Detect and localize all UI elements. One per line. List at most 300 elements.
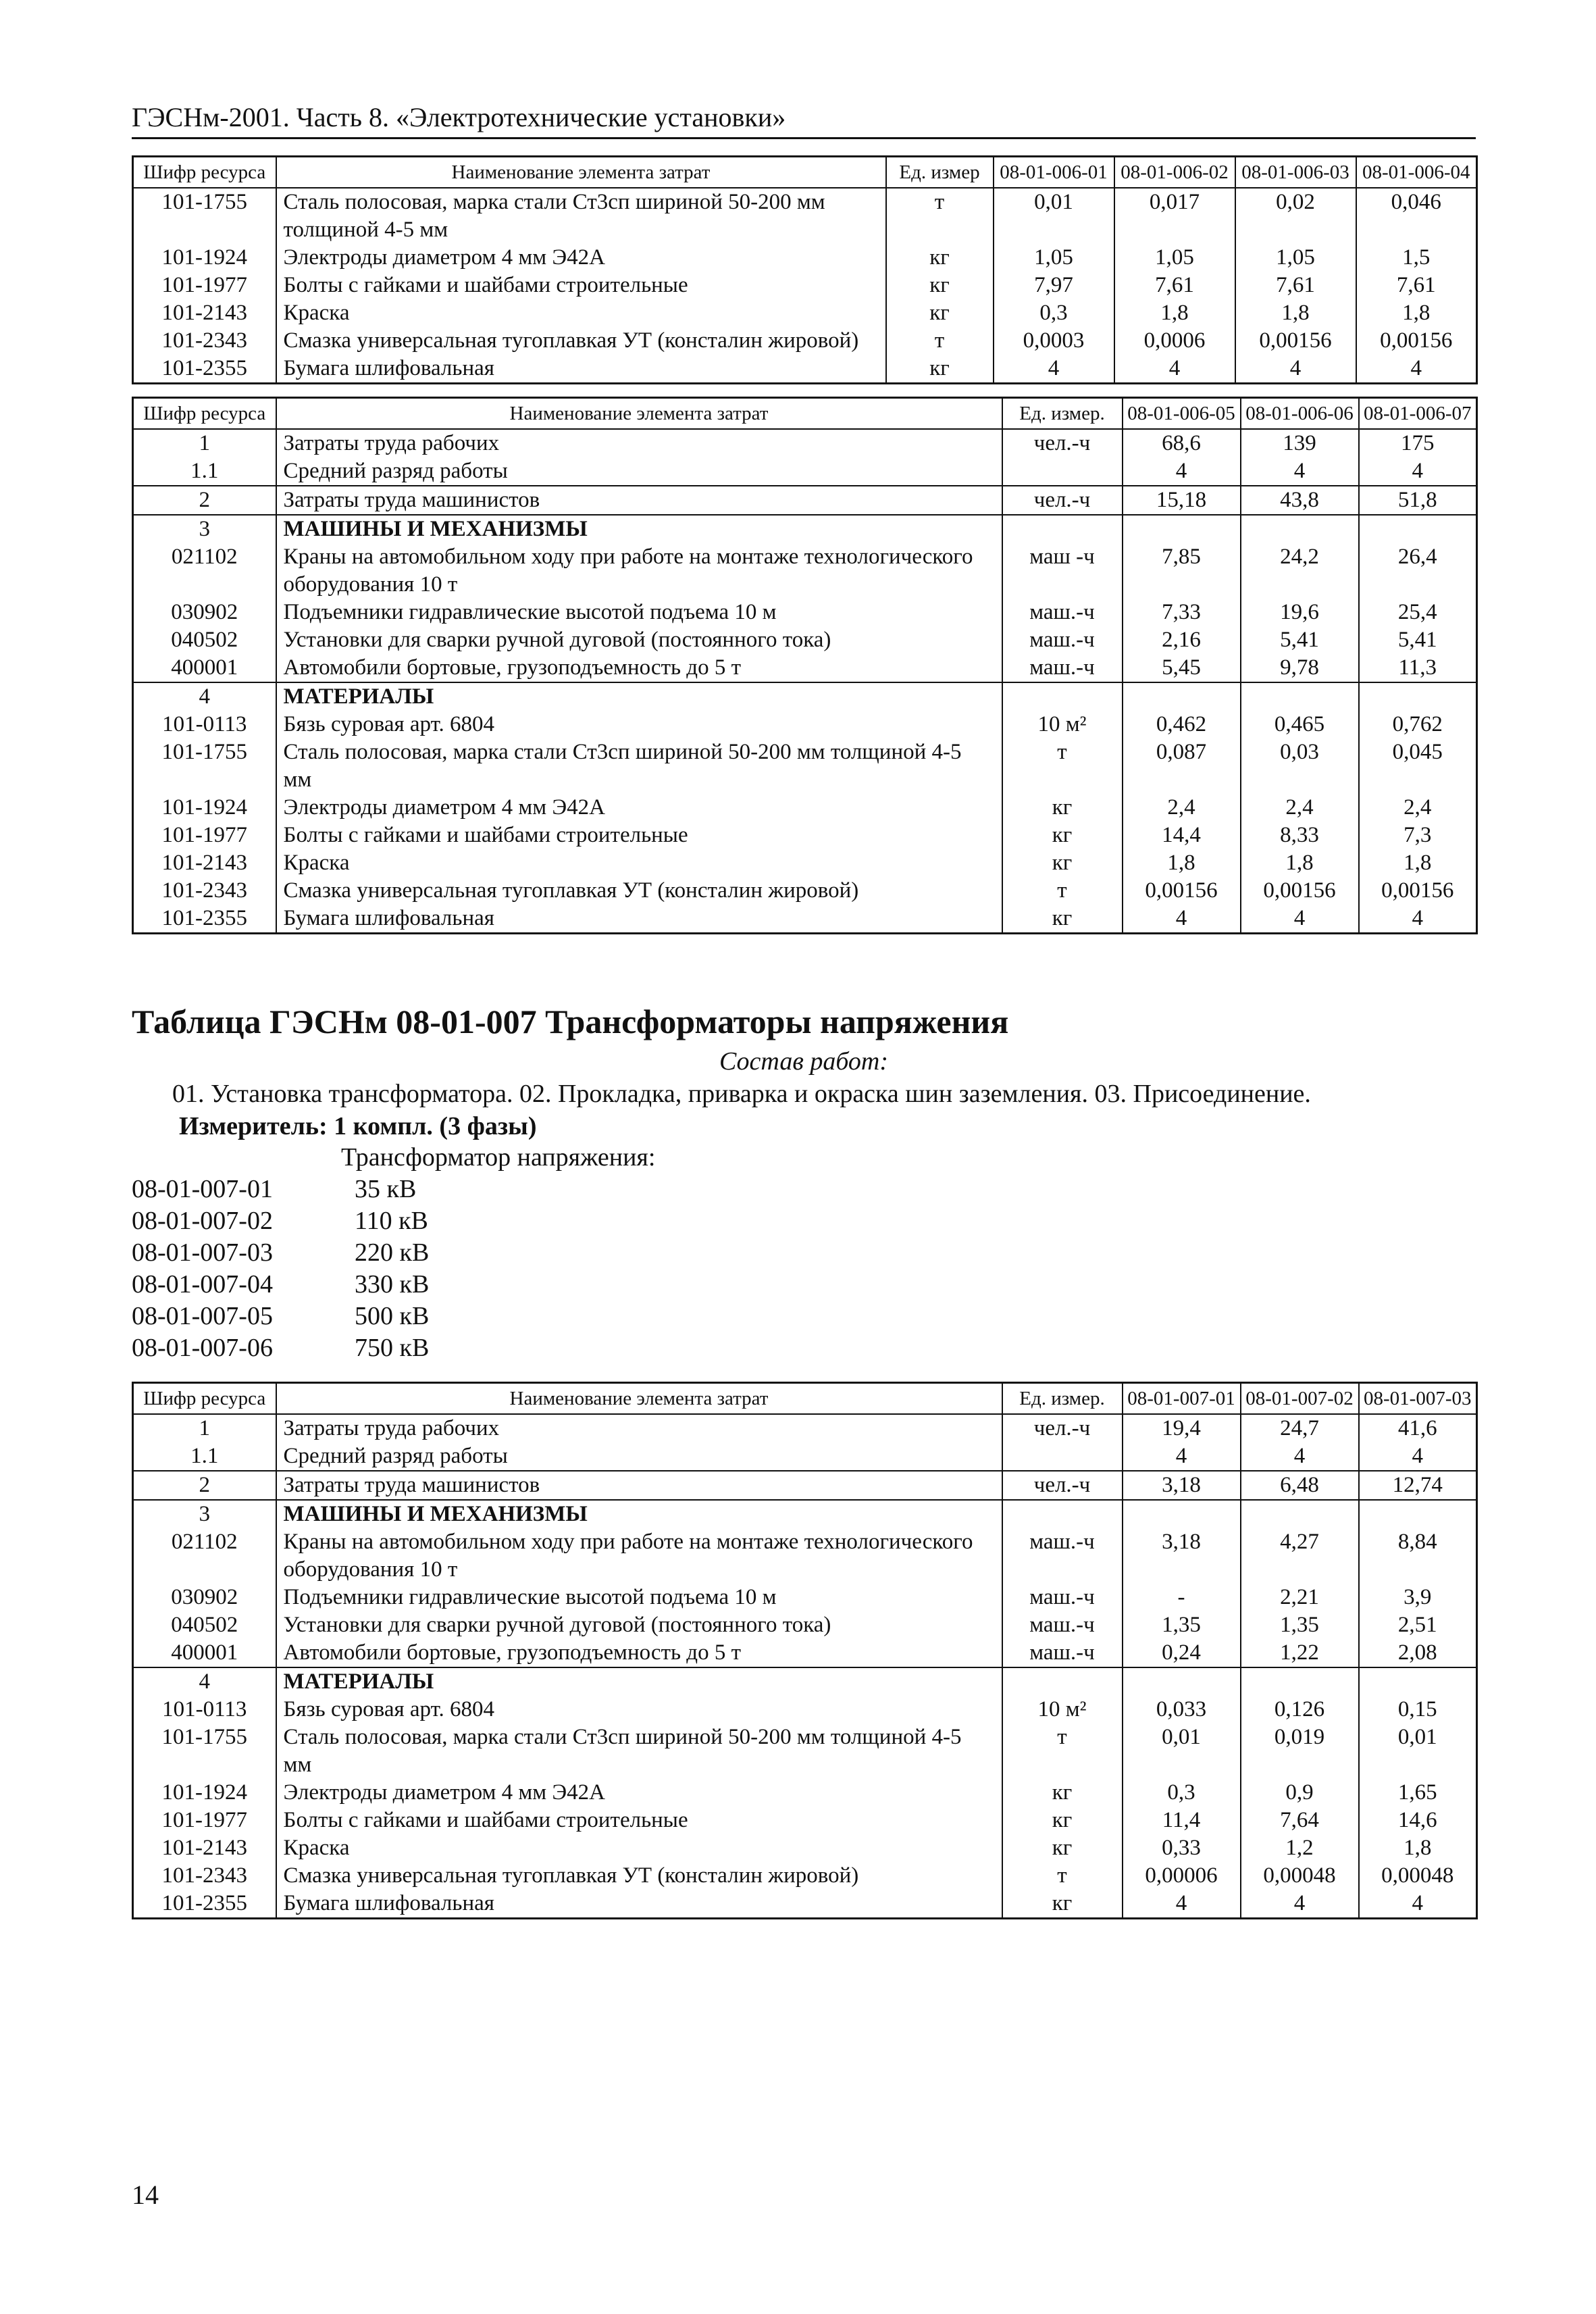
cost-element-name: Краска [276,299,886,327]
value-cell: 4 [1359,1890,1477,1919]
value-cell: 2,08 [1359,1639,1477,1667]
value-cell: 0,00156 [1356,327,1477,355]
value-cell: 0,087 [1123,738,1241,794]
unit-cell: кг [1002,1834,1123,1862]
composition-text: 01. Установка трансформатора. 02. Прокладка, приварка и окраска шин заземления. 03. Присоединение. [172,1080,1311,1108]
header-unit: Ед. измер [886,157,994,188]
value-cell: 41,6 [1359,1414,1477,1442]
table-row [133,1528,1477,1584]
unit-cell: кг [1002,1779,1123,1807]
value-cell: - [1123,1584,1241,1611]
value-cell: 2,51 [1359,1611,1477,1639]
unit-cell: маш.-ч [1002,1639,1123,1667]
resource-code: 101-1924 [133,244,276,272]
table-row [133,1611,1477,1639]
variant-label: 330 кВ [355,1270,430,1299]
table-row [133,1724,1477,1779]
value-cell: 26,4 [1359,543,1477,599]
table-row [133,822,1477,849]
cost-element-name: Бязь суровая арт. 6804 [276,711,1002,738]
unit-cell: кг [1002,1807,1123,1834]
unit-cell: чел.-ч [1002,429,1123,457]
value-cell: 4 [1359,1442,1477,1471]
table-row [133,1696,1477,1724]
variant-item [132,1332,1476,1364]
table-row [133,1890,1477,1919]
value-cell: 1,35 [1241,1611,1359,1639]
value-cell: 4 [994,355,1114,384]
value-cell: 8,33 [1241,822,1359,849]
value-cell: 2,4 [1241,794,1359,822]
value-cell: 1,8 [1359,1834,1477,1862]
value-cell: 25,4 [1359,599,1477,626]
value-cell: 1,8 [1114,299,1235,327]
value-cell: 3,18 [1123,1471,1241,1500]
header-variant-2: 08-01-007-02 [1241,1383,1359,1415]
unit-cell: маш.-ч [1002,1584,1123,1611]
value-cell: 19,6 [1241,599,1359,626]
value-cell: 0,0003 [994,327,1114,355]
cost-element-name: МАТЕРИАЛЫ [276,682,1002,711]
table-row [133,849,1477,877]
table-row [133,188,1477,244]
value-cell: 0,00048 [1359,1862,1477,1890]
unit-cell [1002,682,1123,711]
value-cell: 7,61 [1356,272,1477,299]
table-row [133,355,1477,384]
value-cell [1241,1500,1359,1528]
value-cell: 139 [1241,429,1359,457]
value-cell: 24,7 [1241,1414,1359,1442]
cost-element-name: Средний разряд работы [276,1442,1002,1471]
resource-table-007-01-03 [132,1382,1478,1919]
resource-code: 021102 [133,1528,276,1584]
table-row [133,1584,1477,1611]
header-variant-2: 08-01-006-06 [1241,398,1359,430]
resource-code: 101-2143 [133,1834,276,1862]
value-cell: 6,48 [1241,1471,1359,1500]
cost-element-name: Затраты труда машинистов [276,1471,1002,1500]
cost-element-name: Болты с гайками и шайбами строительные [276,1807,1002,1834]
cost-element-name: Краны на автомобильном ходу при работе на монтаже технологического оборудования 10 т [276,1528,1002,1584]
value-cell: 7,61 [1114,272,1235,299]
resource-code: 2 [133,486,276,515]
resource-code: 040502 [133,626,276,654]
table-row [133,1779,1477,1807]
unit-cell: 10 м² [1002,1696,1123,1724]
cost-element-name: Краска [276,1834,1002,1862]
table-row [133,626,1477,654]
value-cell: 15,18 [1123,486,1241,515]
value-cell: 0,019 [1241,1724,1359,1779]
value-cell: 24,2 [1241,543,1359,599]
value-cell: 2,21 [1241,1584,1359,1611]
header-unit: Ед. измер. [1002,398,1123,430]
value-cell: 1,8 [1356,299,1477,327]
value-cell: 51,8 [1359,486,1477,515]
variant-label: 110 кВ [355,1207,428,1235]
unit-cell [1002,1500,1123,1528]
header-variant-1: 08-01-006-05 [1123,398,1241,430]
variant-code: 08-01-007-04 [132,1270,273,1299]
table-row [133,1667,1477,1696]
composition-title: Состав работ: [719,1047,889,1076]
value-cell [1123,515,1241,543]
cost-element-name: Сталь полосовая, марка стали Ст3сп шириной 50-200 мм толщиной 4-5 мм [276,738,1002,794]
variant-label: 500 кВ [355,1302,430,1330]
value-cell: 0,3 [1123,1779,1241,1807]
variant-item [132,1237,1476,1269]
unit-cell: т [1002,738,1123,794]
header-name: Наименование элемента затрат [276,157,886,188]
unit-cell: 10 м² [1002,711,1123,738]
resource-code: 101-2355 [133,355,276,384]
value-cell: 175 [1359,429,1477,457]
unit-cell: кг [1002,849,1123,877]
header-variant-4: 08-01-006-04 [1356,157,1477,188]
value-cell: 4 [1241,457,1359,486]
value-cell: 7,97 [994,272,1114,299]
unit-cell: маш.-ч [1002,1611,1123,1639]
resource-code: 040502 [133,1611,276,1639]
value-cell: 0,046 [1356,188,1477,244]
resource-table-006-01-04 [132,155,1478,384]
cost-element-name: Краны на автомобильном ходу при работе на монтаже технологического оборудования 10 т [276,543,1002,599]
header-variant-2: 08-01-006-02 [1114,157,1235,188]
table-row [133,1414,1477,1442]
cost-element-name: Болты с гайками и шайбами строительные [276,272,886,299]
value-cell: 43,8 [1241,486,1359,515]
table-row [133,877,1477,905]
value-cell: 3,9 [1359,1584,1477,1611]
table-row [133,711,1477,738]
cost-element-name: Затраты труда машинистов [276,486,1002,515]
unit-cell: кг [1002,794,1123,822]
unit-cell: маш.-ч [1002,1528,1123,1584]
value-cell: 4 [1356,355,1477,384]
cost-element-name: Смазка универсальная тугоплавкая УТ (консталин жировой) [276,877,1002,905]
cost-element-name: МАШИНЫ И МЕХАНИЗМЫ [276,1500,1002,1528]
cost-element-name: Подъемники гидравлические высотой подъема 10 м [276,1584,1002,1611]
header-variant-3: 08-01-006-07 [1359,398,1477,430]
value-cell: 4 [1114,355,1235,384]
cost-element-name: Затраты труда рабочих [276,1414,1002,1442]
value-cell [1241,515,1359,543]
value-cell [1241,1667,1359,1696]
unit-cell: кг [886,299,994,327]
table-row [133,1807,1477,1834]
table-row [133,327,1477,355]
value-cell: 68,6 [1123,429,1241,457]
unit-cell: т [886,327,994,355]
value-cell: 0,00156 [1123,877,1241,905]
resource-code: 101-2143 [133,299,276,327]
resource-code: 2 [133,1471,276,1500]
cost-element-name: Краска [276,849,1002,877]
value-cell: 2,16 [1123,626,1241,654]
meter-label: Измеритель: 1 компл. (3 фазы) [179,1112,537,1140]
value-cell: 5,45 [1123,654,1241,682]
unit-cell: кг [886,244,994,272]
value-cell: 4 [1123,905,1241,934]
value-cell: 14,4 [1123,822,1241,849]
table-header-row [133,398,1477,430]
value-cell: 0,126 [1241,1696,1359,1724]
value-cell: 11,4 [1123,1807,1241,1834]
cost-element-name: Болты с гайками и шайбами строительные [276,822,1002,849]
table-row [133,905,1477,934]
resource-table-006-05-07 [132,397,1478,934]
cost-element-name: Средний разряд работы [276,457,1002,486]
value-cell [1359,1667,1477,1696]
resource-code: 101-1924 [133,794,276,822]
value-cell: 14,6 [1359,1807,1477,1834]
table-row [133,244,1477,272]
value-cell: 5,41 [1359,626,1477,654]
resource-code: 101-2343 [133,1862,276,1890]
unit-cell: маш.-ч [1002,654,1123,682]
unit-cell: чел.-ч [1002,1414,1123,1442]
cost-element-name: Установки для сварки ручной дуговой (постоянного тока) [276,1611,1002,1639]
value-cell: 4,27 [1241,1528,1359,1584]
value-cell: 19,4 [1123,1414,1241,1442]
resource-code: 1 [133,429,276,457]
value-cell: 1,35 [1123,1611,1241,1639]
table-row [133,599,1477,626]
table-row [133,1862,1477,1890]
variant-code: 08-01-007-01 [132,1175,273,1203]
table-row [133,682,1477,711]
resource-code: 101-1755 [133,738,276,794]
resource-code: 101-0113 [133,711,276,738]
resource-code: 101-2343 [133,327,276,355]
resource-code: 021102 [133,543,276,599]
unit-cell: кг [886,355,994,384]
value-cell: 0,01 [994,188,1114,244]
table-header-row [133,157,1477,188]
value-cell: 0,02 [1235,188,1356,244]
value-cell: 4 [1123,1890,1241,1919]
resource-code: 101-2143 [133,849,276,877]
variants-title: Трансформатор напряжения: [341,1143,656,1172]
cost-element-name: МАТЕРИАЛЫ [276,1667,1002,1696]
value-cell: 1,5 [1356,244,1477,272]
cost-element-name: Сталь полосовая, марка стали Ст3сп шириной 50-200 мм толщиной 4-5 мм [276,188,886,244]
resource-code: 101-2355 [133,905,276,934]
value-cell [1123,1500,1241,1528]
table-row [133,738,1477,794]
table-row [133,1639,1477,1667]
cost-element-name: Бумага шлифовальная [276,905,1002,934]
value-cell: 4 [1241,1890,1359,1919]
value-cell: 7,61 [1235,272,1356,299]
unit-cell: маш.-ч [1002,626,1123,654]
value-cell: 11,3 [1359,654,1477,682]
resource-code: 4 [133,1667,276,1696]
variant-item [132,1269,1476,1301]
table-row [133,486,1477,515]
table-row [133,457,1477,486]
unit-cell: кг [1002,822,1123,849]
variant-item [132,1205,1476,1237]
resource-code: 101-2343 [133,877,276,905]
cost-element-name: Сталь полосовая, марка стали Ст3сп шириной 50-200 мм толщиной 4-5 мм [276,1724,1002,1779]
value-cell: 1,22 [1241,1639,1359,1667]
value-cell [1359,682,1477,711]
table-header-row [133,1383,1477,1415]
value-cell: 7,3 [1359,822,1477,849]
header-variant-1: 08-01-006-01 [994,157,1114,188]
header-variant-3: 08-01-006-03 [1235,157,1356,188]
resource-code: 101-1977 [133,1807,276,1834]
variants-list [132,1174,1476,1364]
cost-element-name: Электроды диаметром 4 мм Э42А [276,794,1002,822]
table-row [133,794,1477,822]
value-cell: 0,017 [1114,188,1235,244]
resource-code: 1 [133,1414,276,1442]
value-cell: 0,0006 [1114,327,1235,355]
unit-cell: кг [1002,1890,1123,1919]
value-cell: 7,64 [1241,1807,1359,1834]
value-cell: 0,462 [1123,711,1241,738]
cost-element-name: Электроды диаметром 4 мм Э42А [276,1779,1002,1807]
cost-element-name: Бумага шлифовальная [276,355,886,384]
table-row [133,299,1477,327]
variant-code: 08-01-007-06 [132,1334,273,1362]
unit-cell [1002,515,1123,543]
value-cell: 4 [1359,905,1477,934]
resource-code: 1.1 [133,457,276,486]
unit-cell: маш.-ч [1002,599,1123,626]
cost-element-name: Затраты труда рабочих [276,429,1002,457]
header-code: Шифр ресурса [133,157,276,188]
header-unit: Ед. измер. [1002,1383,1123,1415]
value-cell: 2,4 [1359,794,1477,822]
unit-cell [1002,1442,1123,1471]
value-cell: 5,41 [1241,626,1359,654]
value-cell: 0,762 [1359,711,1477,738]
value-cell: 1,8 [1359,849,1477,877]
table-row [133,1471,1477,1500]
value-cell: 2,4 [1123,794,1241,822]
resource-code: 101-1977 [133,822,276,849]
resource-code: 4 [133,682,276,711]
table-title: Таблица ГЭСНм 08-01-007 Трансформаторы напряжения [132,1003,1009,1040]
resource-code: 101-1755 [133,1724,276,1779]
cost-element-name: Автомобили бортовые, грузоподъемность до 5 т [276,1639,1002,1667]
unit-cell: т [1002,1862,1123,1890]
value-cell: 7,85 [1123,543,1241,599]
value-cell: 0,01 [1123,1724,1241,1779]
variant-code: 08-01-007-03 [132,1238,273,1267]
value-cell: 1,05 [994,244,1114,272]
value-cell: 7,33 [1123,599,1241,626]
variant-code: 08-01-007-05 [132,1302,273,1330]
unit-cell: кг [886,272,994,299]
resource-code: 3 [133,1500,276,1528]
cost-element-name: МАШИНЫ И МЕХАНИЗМЫ [276,515,1002,543]
resource-code: 101-1977 [133,272,276,299]
resource-code: 400001 [133,654,276,682]
value-cell: 0,00156 [1241,877,1359,905]
unit-cell: т [886,188,994,244]
header-variant-1: 08-01-007-01 [1123,1383,1241,1415]
value-cell [1359,1500,1477,1528]
table-row [133,272,1477,299]
value-cell: 3,18 [1123,1528,1241,1584]
table-row [133,515,1477,543]
cost-element-name: Бязь суровая арт. 6804 [276,1696,1002,1724]
cost-element-name: Автомобили бортовые, грузоподъемность до 5 т [276,654,1002,682]
table-row [133,654,1477,682]
table-row [133,1834,1477,1862]
table-row [133,1500,1477,1528]
unit-cell [1002,457,1123,486]
value-cell: 0,01 [1359,1724,1477,1779]
unit-cell: чел.-ч [1002,1471,1123,1500]
resource-code: 101-2355 [133,1890,276,1919]
cost-element-name: Установки для сварки ручной дуговой (постоянного тока) [276,626,1002,654]
value-cell: 4 [1241,1442,1359,1471]
unit-cell: т [1002,1724,1123,1779]
unit-cell: т [1002,877,1123,905]
resource-code: 1.1 [133,1442,276,1471]
resource-code: 101-1755 [133,188,276,244]
resource-code: 030902 [133,599,276,626]
value-cell: 1,65 [1359,1779,1477,1807]
value-cell: 0,00048 [1241,1862,1359,1890]
cost-element-name: Смазка универсальная тугоплавкая УТ (консталин жировой) [276,327,886,355]
value-cell: 0,9 [1241,1779,1359,1807]
variant-label: 35 кВ [355,1175,417,1203]
running-header: ГЭСНм-2001. Часть 8. «Электротехнические установки» [132,101,1476,139]
header-name: Наименование элемента затрат [276,398,1002,430]
resource-code: 030902 [133,1584,276,1611]
value-cell: 4 [1123,457,1241,486]
value-cell: 1,05 [1114,244,1235,272]
table-row [133,543,1477,599]
value-cell: 0,00156 [1235,327,1356,355]
resource-code: 3 [133,515,276,543]
value-cell: 0,033 [1123,1696,1241,1724]
value-cell: 4 [1123,1442,1241,1471]
header-code: Шифр ресурса [133,1383,276,1415]
value-cell: 0,03 [1241,738,1359,794]
resource-code: 101-0113 [133,1696,276,1724]
value-cell: 1,8 [1235,299,1356,327]
value-cell [1123,1667,1241,1696]
resource-code: 400001 [133,1639,276,1667]
value-cell: 0,24 [1123,1639,1241,1667]
value-cell [1359,515,1477,543]
value-cell: 4 [1359,457,1477,486]
cost-element-name: Смазка универсальная тугоплавкая УТ (консталин жировой) [276,1862,1002,1890]
value-cell [1123,682,1241,711]
header-code: Шифр ресурса [133,398,276,430]
variant-item [132,1301,1476,1332]
value-cell: 0,15 [1359,1696,1477,1724]
resource-code: 101-1924 [133,1779,276,1807]
variant-label: 220 кВ [355,1238,430,1267]
value-cell: 1,05 [1235,244,1356,272]
value-cell: 0,045 [1359,738,1477,794]
document-page [132,101,1476,1919]
unit-cell [1002,1667,1123,1696]
value-cell: 1,2 [1241,1834,1359,1862]
header-variant-3: 08-01-007-03 [1359,1383,1477,1415]
value-cell: 0,3 [994,299,1114,327]
variant-code: 08-01-007-02 [132,1207,273,1235]
